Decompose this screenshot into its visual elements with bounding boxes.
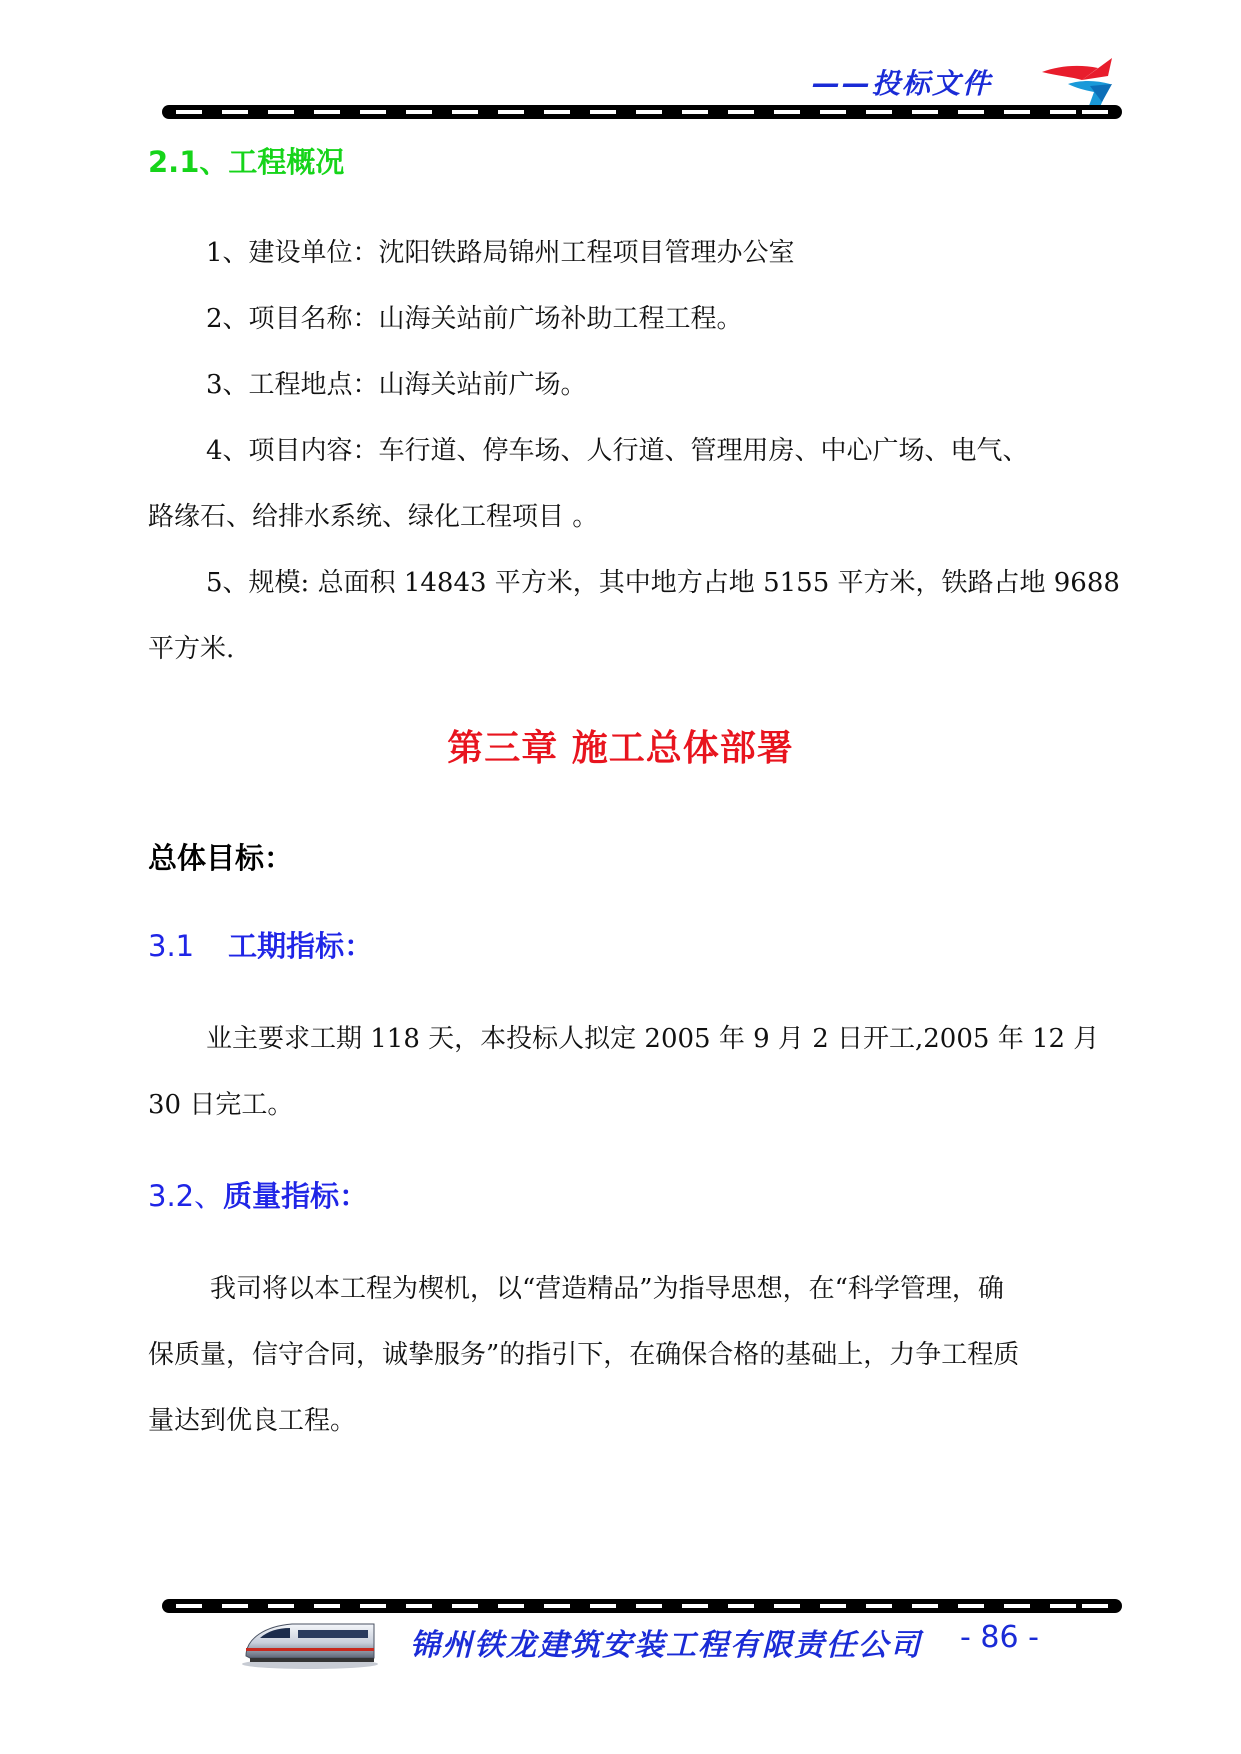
paragraph-line: 业主要求工期 118 天，本投标人拟定 2005 年 9 月 2 日开工,2005 年 12 月 <box>206 1024 1100 1054</box>
section-3-1-heading <box>148 924 373 965</box>
list-item: 1、建设单位：沈阳铁路局锦州工程项目管理办公室 <box>206 238 795 268</box>
quality-paragraph <box>148 1256 1128 1454</box>
section-number: 3.1 <box>148 929 195 963</box>
schedule-paragraph <box>148 1006 1128 1138</box>
paragraph-line: 量达到优良工程。 <box>148 1406 357 1436</box>
list-item-continuation: 平方米. <box>148 634 235 664</box>
section-title: 工期指标： <box>228 929 374 963</box>
page-number: - 86 - <box>960 1620 1039 1655</box>
chapter-title: 第三章 施工总体部署 <box>447 728 794 769</box>
paragraph-line: 30 日完工。 <box>148 1090 294 1120</box>
overall-goal-heading: 总体目标： <box>148 841 294 875</box>
list-item: 5、规模: 总面积 14843 平方米，其中地方占地 5155 平方米，铁路占地 9688 <box>206 568 1120 598</box>
paragraph-line: 保质量，信守合同，诚挚服务”的指引下，在确保合格的基础上，力争工程质 <box>148 1340 1020 1370</box>
header-rail-divider <box>162 104 1122 120</box>
section-3-2-heading <box>148 1174 368 1215</box>
list-item: 3、工程地点：山海关站前广场。 <box>206 370 587 400</box>
list-item-continuation: 路缘石、给排水系统、绿化工程项目 。 <box>148 502 599 532</box>
header-title: ——投标文件 <box>812 67 993 100</box>
section-number: 3.2、 <box>148 1179 224 1213</box>
project-overview-list <box>148 220 1128 682</box>
list-item: 2、项目名称：山海关站前广场补助工程工程。 <box>206 304 743 334</box>
footer-company-name: 锦州铁龙建筑安装工程有限责任公司 <box>410 1628 922 1663</box>
paragraph-line: 我司将以本工程为楔机，以“营造精品”为指导思想，在“科学管理，确 <box>210 1274 1004 1304</box>
section-2-1-heading: 2.1、工程概况 <box>148 145 345 179</box>
list-item: 4、项目内容：车行道、停车场、人行道、管理用房、中心广场、电气、 <box>206 436 1029 466</box>
train-icon <box>240 1612 380 1670</box>
section-title: 质量指标： <box>223 1179 369 1213</box>
